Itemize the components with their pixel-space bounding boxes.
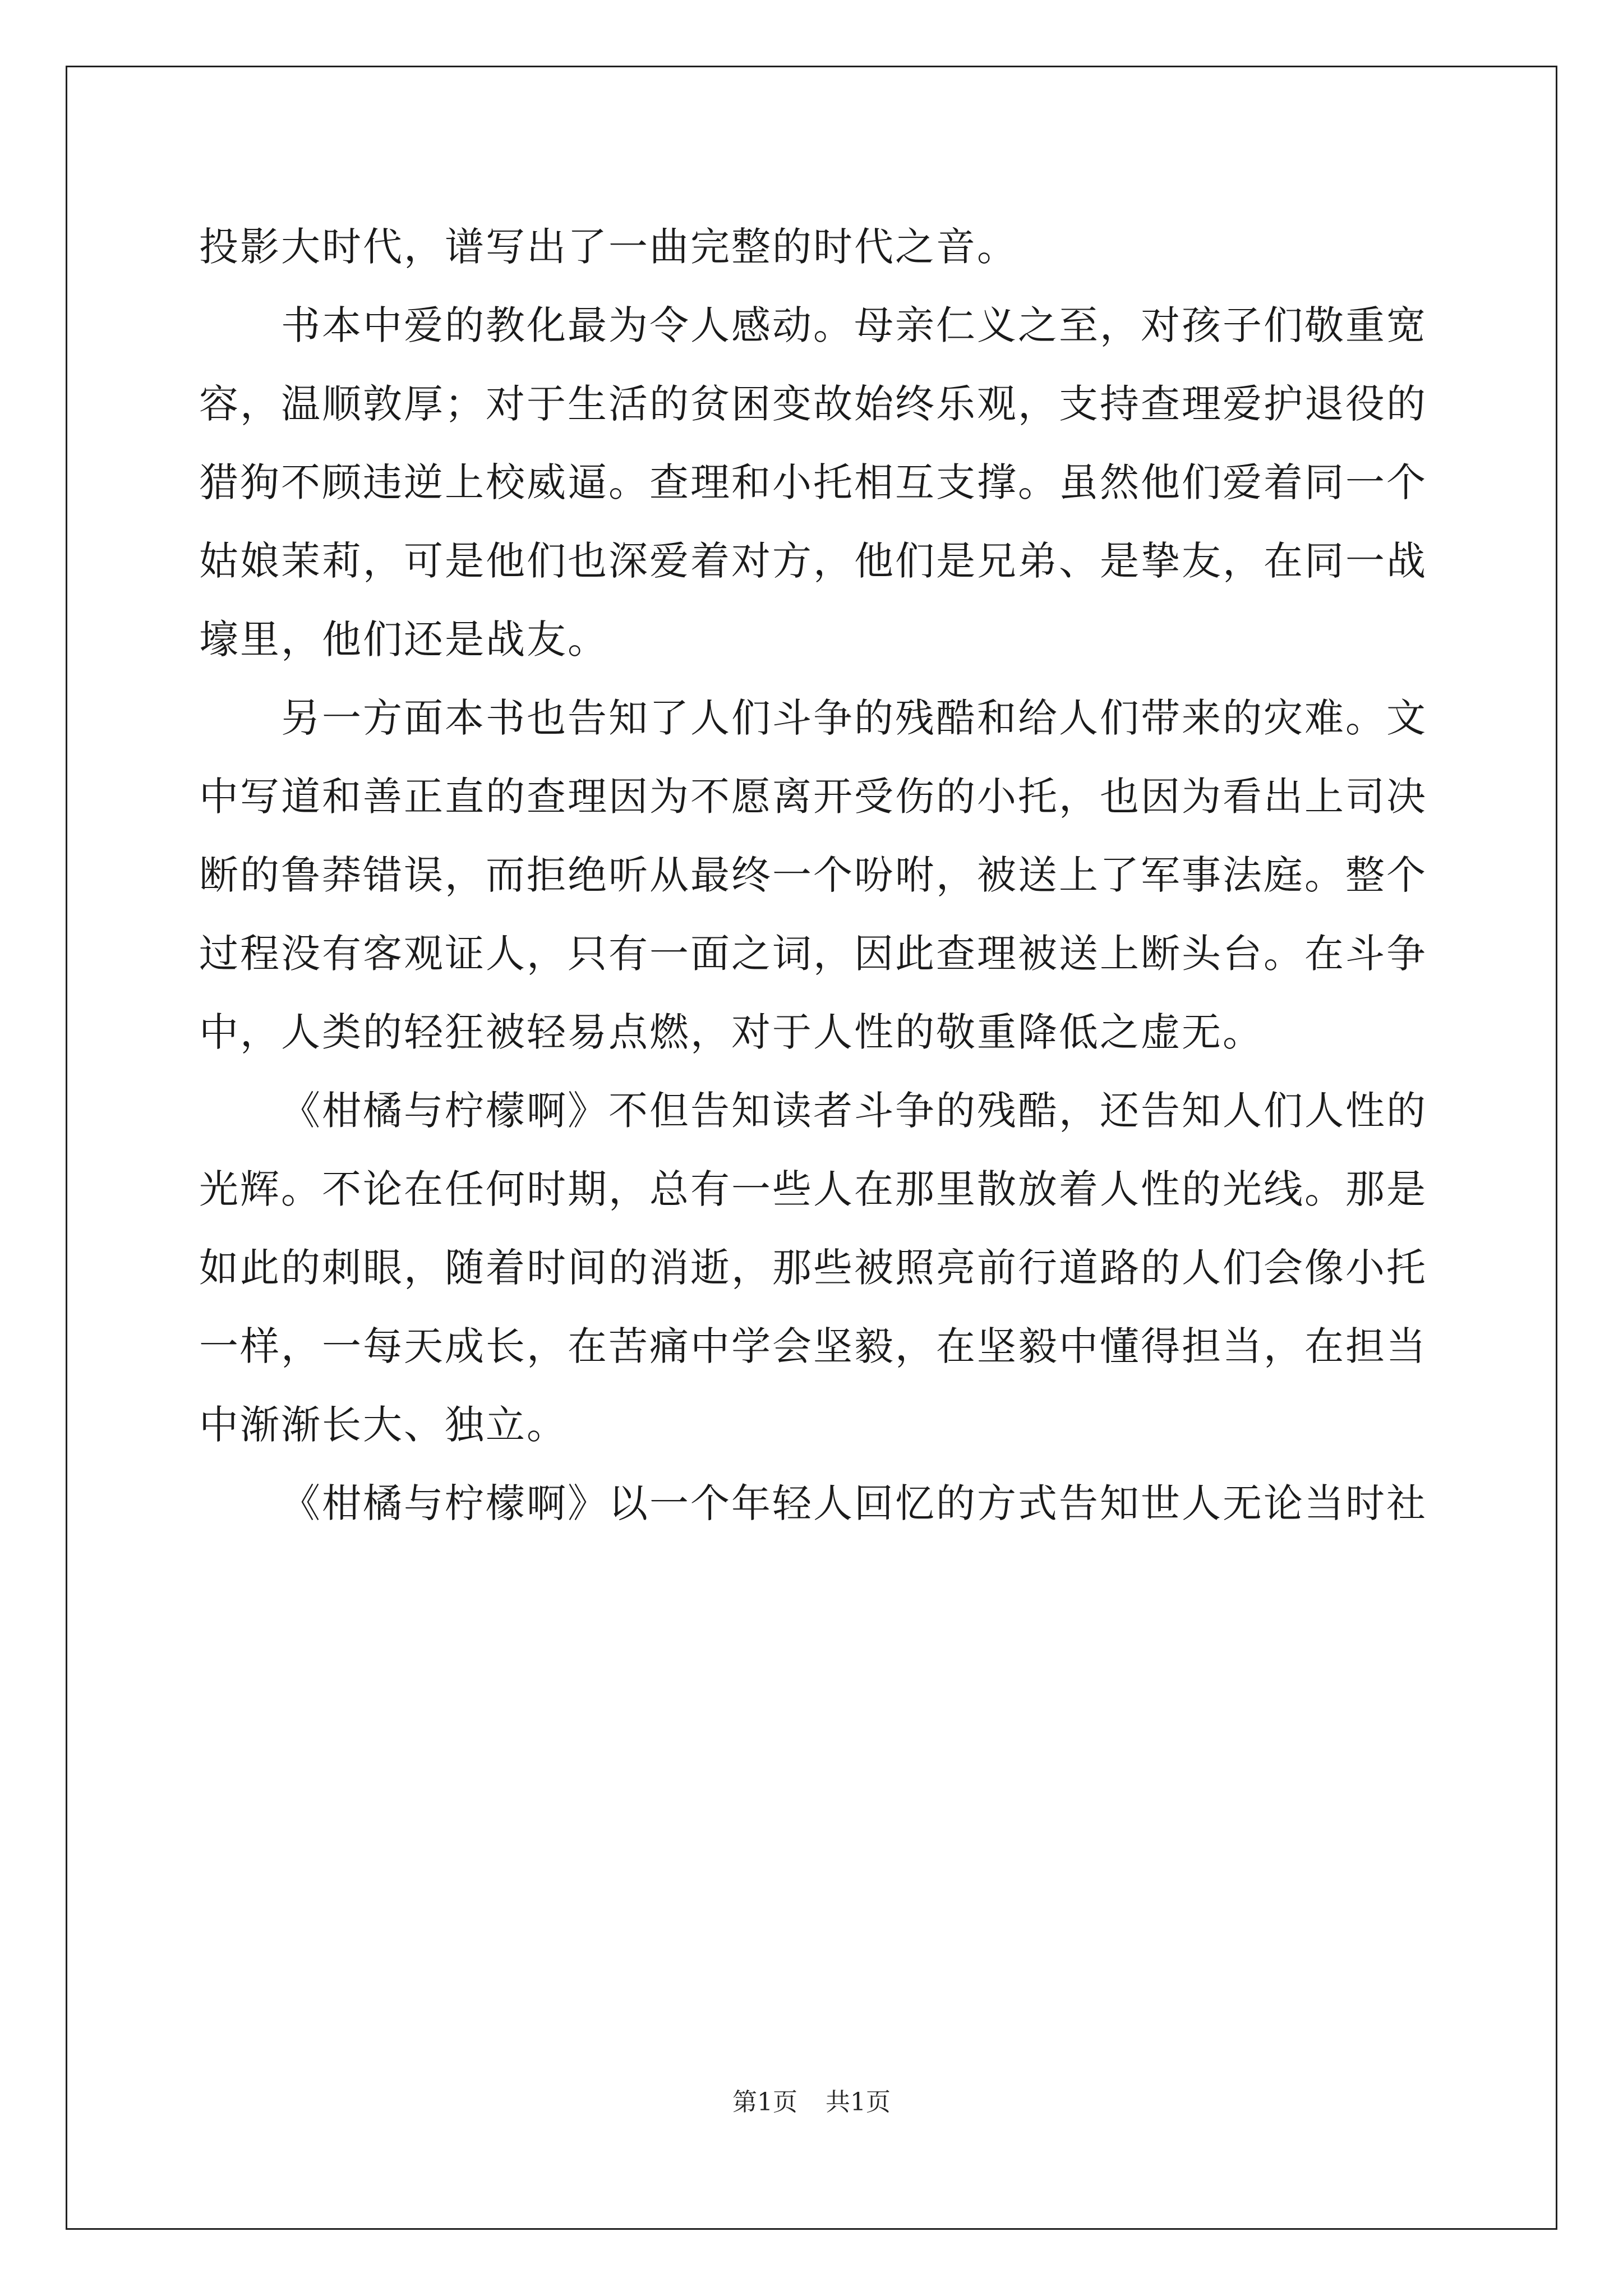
page-footer <box>0 2086 1623 2119</box>
paragraph-war-cruelty: 另一方面本书也告知了人们斗争的残酷和给人们带来的灾难。文中写道和善正直的查理因为不愿离开受伤的小托，也因为看出上司决断的鲁莽错误，而拒绝听从最终一个吩咐，被送上了军事法庭。整个过程没有客观证人，只有一面之词，因此查理被送上断头台。在斗争中，人类的轻狂被轻易点燃，对于人性的敬重降低之虚无。 <box>199 695 1427 1055</box>
document-body <box>199 208 1427 1543</box>
page-total: 共1页 <box>826 2088 891 2116</box>
paragraph-family-love: 书本中爱的教化最为令人感动。母亲仁义之至，对孩子们敬重宽容，温顺敦厚；对于生活的贫困变故始终乐观，支持查理爱护退役的猎狗不顾违逆上校威逼。查理和小托相互支撑。虽然他们爱着同一个姑娘茉莉，可是他们也深爱着对方，他们是兄弟、是挚友，在同一战壕里，他们还是战友。 <box>199 302 1427 662</box>
paragraph-continuation: 投影大时代，谱写出了一曲完整的时代之音。 <box>199 224 1018 270</box>
paragraph-human-radiance: 《柑橘与柠檬啊》不但告知读者斗争的残酷，还告知人们人性的光辉。不论在任何时期，总有一些人在那里散放着人性的光线。那是如此的刺眼，随着时间的消逝，那些被照亮前行道路的人们会像小托一样，一每天成长，在苦痛中学会坚毅，在坚毅中懂得担当，在担当中渐渐长大、独立。 <box>199 1088 1427 1448</box>
paragraph-memory: 《柑橘与柠檬啊》以一个年轻人回忆的方式告知世人无论当时社 <box>281 1480 1427 1526</box>
page-number: 第1页 <box>732 2088 797 2116</box>
